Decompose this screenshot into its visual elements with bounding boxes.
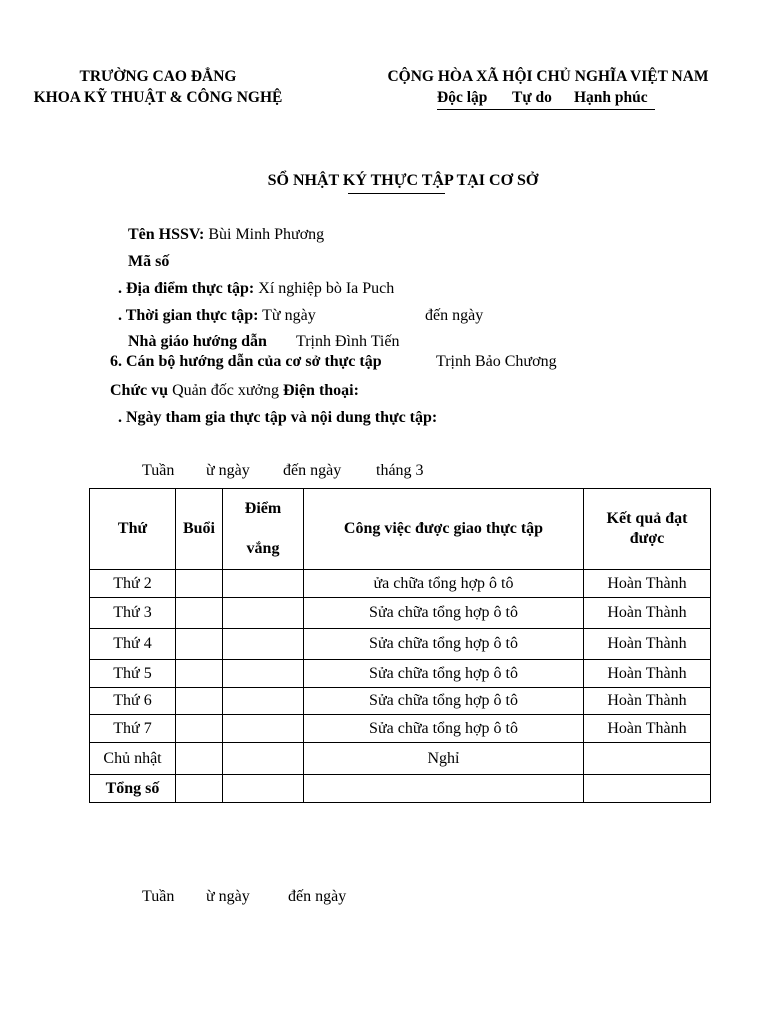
table-row: [90, 688, 711, 715]
table-row: [90, 629, 711, 660]
total-label: Tổng số: [90, 775, 176, 803]
time-from: Từ ngày: [262, 307, 316, 324]
row-session: [176, 660, 223, 688]
teacher-value: Trịnh Đình Tiến: [296, 333, 400, 350]
time-to: đến ngày: [425, 307, 484, 324]
row-session: [176, 629, 223, 660]
motto-freedom: Tự do: [512, 89, 552, 106]
row-absence: [223, 743, 304, 775]
internship-log-table: [89, 488, 711, 803]
student-name-value: Bùi Minh Phương: [208, 226, 325, 243]
week2-from: ừ ngày: [206, 888, 250, 905]
row-session: [176, 715, 223, 743]
row-work: ửa chữa tổng hợp ô tô: [304, 570, 584, 598]
row-result: Hoàn Thành: [584, 688, 711, 715]
row-session: [176, 743, 223, 775]
motto-happiness: Hạnh phúc: [574, 89, 648, 106]
position-label: Chức vụ: [110, 382, 169, 399]
row-day: Thứ 3: [90, 598, 176, 629]
row-result: [584, 743, 711, 775]
row-day: Thứ 2: [90, 570, 176, 598]
row-work: Sửa chữa tổng hợp ô tô: [304, 629, 584, 660]
faculty-name: KHOA KỸ THUẬT & CÔNG NGHỆ: [33, 89, 283, 106]
table-row: [90, 598, 711, 629]
table-header-row: [90, 489, 711, 570]
header-absence-line1: Điểm: [244, 500, 282, 517]
row-absence: [223, 660, 304, 688]
place-value: Xí nghiệp bò Ia Puch: [258, 280, 395, 297]
table-row: [90, 715, 711, 743]
header-result: [584, 489, 711, 570]
table-row: [90, 660, 711, 688]
title-underline: [348, 193, 445, 194]
total-session: [176, 775, 223, 803]
student-name-row: [128, 226, 324, 244]
header-result-line1: Kết quả đạt: [606, 510, 688, 527]
week1-to: đến ngày: [283, 462, 342, 479]
motto-underline: [437, 109, 655, 110]
position-value: Quản đốc xưởng: [172, 382, 279, 399]
row-work: Sửa chữa tổng hợp ô tô: [304, 715, 584, 743]
supervisor-value: Trịnh Bảo Chương: [436, 353, 557, 370]
header-result-line2: được: [629, 530, 665, 547]
row-day: Thứ 4: [90, 629, 176, 660]
row-absence: [223, 570, 304, 598]
row-absence: [223, 715, 304, 743]
place-label: . Địa điểm thực tập:: [118, 280, 255, 297]
row-session: [176, 598, 223, 629]
header-work: Công việc được giao thực tập: [304, 489, 584, 570]
total-result: [584, 775, 711, 803]
row-result: Hoàn Thành: [584, 570, 711, 598]
row-work: Nghỉ: [304, 743, 584, 775]
row-day: Thứ 5: [90, 660, 176, 688]
week1-month: tháng 3: [376, 462, 424, 479]
header-day: Thứ: [90, 489, 176, 570]
time-label: . Thời gian thực tập:: [118, 307, 259, 324]
header-absence: [223, 489, 304, 570]
place-row: [118, 280, 394, 298]
phone-label: Điện thoại:: [282, 382, 359, 399]
school-name: TRƯỜNG CAO ĐẲNG: [79, 68, 237, 85]
row-absence: [223, 598, 304, 629]
row-result: Hoàn Thành: [584, 660, 711, 688]
row-work: Sửa chữa tổng hợp ô tô: [304, 598, 584, 629]
row-work: Sửa chữa tổng hợp ô tô: [304, 688, 584, 715]
student-id-label: Mã số: [128, 253, 170, 270]
week1-from: ừ ngày: [206, 462, 250, 479]
content-label: . Ngày tham gia thực tập và nội dung thực tập:: [118, 409, 438, 426]
row-day: Thứ 6: [90, 688, 176, 715]
position-row: [110, 382, 359, 400]
row-result: Hoàn Thành: [584, 598, 711, 629]
row-session: [176, 688, 223, 715]
row-work: Sửa chữa tổng hợp ô tô: [304, 660, 584, 688]
table-total-row: [90, 775, 711, 803]
week2-label: Tuần: [142, 888, 175, 905]
time-row: [118, 307, 316, 325]
row-day: Chủ nhật: [90, 743, 176, 775]
row-result: Hoàn Thành: [584, 715, 711, 743]
total-absence: [223, 775, 304, 803]
table-row: [90, 743, 711, 775]
week2-to: đến ngày: [288, 888, 347, 905]
row-absence: [223, 688, 304, 715]
header-session: Buổi: [176, 489, 223, 570]
row-absence: [223, 629, 304, 660]
table-row: [90, 570, 711, 598]
motto-independence: Độc lập: [437, 89, 488, 106]
row-session: [176, 570, 223, 598]
document-title: SỔ NHẬT KÝ THỰC TẬP TẠI CƠ SỞ: [267, 172, 539, 189]
row-day: Thứ 7: [90, 715, 176, 743]
header-absence-line2: vắng: [246, 540, 280, 557]
supervisor-label: 6. Cán bộ hướng dẫn của cơ sở thực tập: [110, 353, 382, 370]
teacher-label: Nhà giáo hướng dẫn: [128, 333, 267, 350]
student-name-label: Tên HSSV:: [128, 226, 205, 243]
country-name: CỘNG HÒA XÃ HỘI CHỦ NGHĨA VIỆT NAM: [387, 68, 709, 85]
week1-label: Tuần: [142, 462, 175, 479]
total-work: [304, 775, 584, 803]
row-result: Hoàn Thành: [584, 629, 711, 660]
